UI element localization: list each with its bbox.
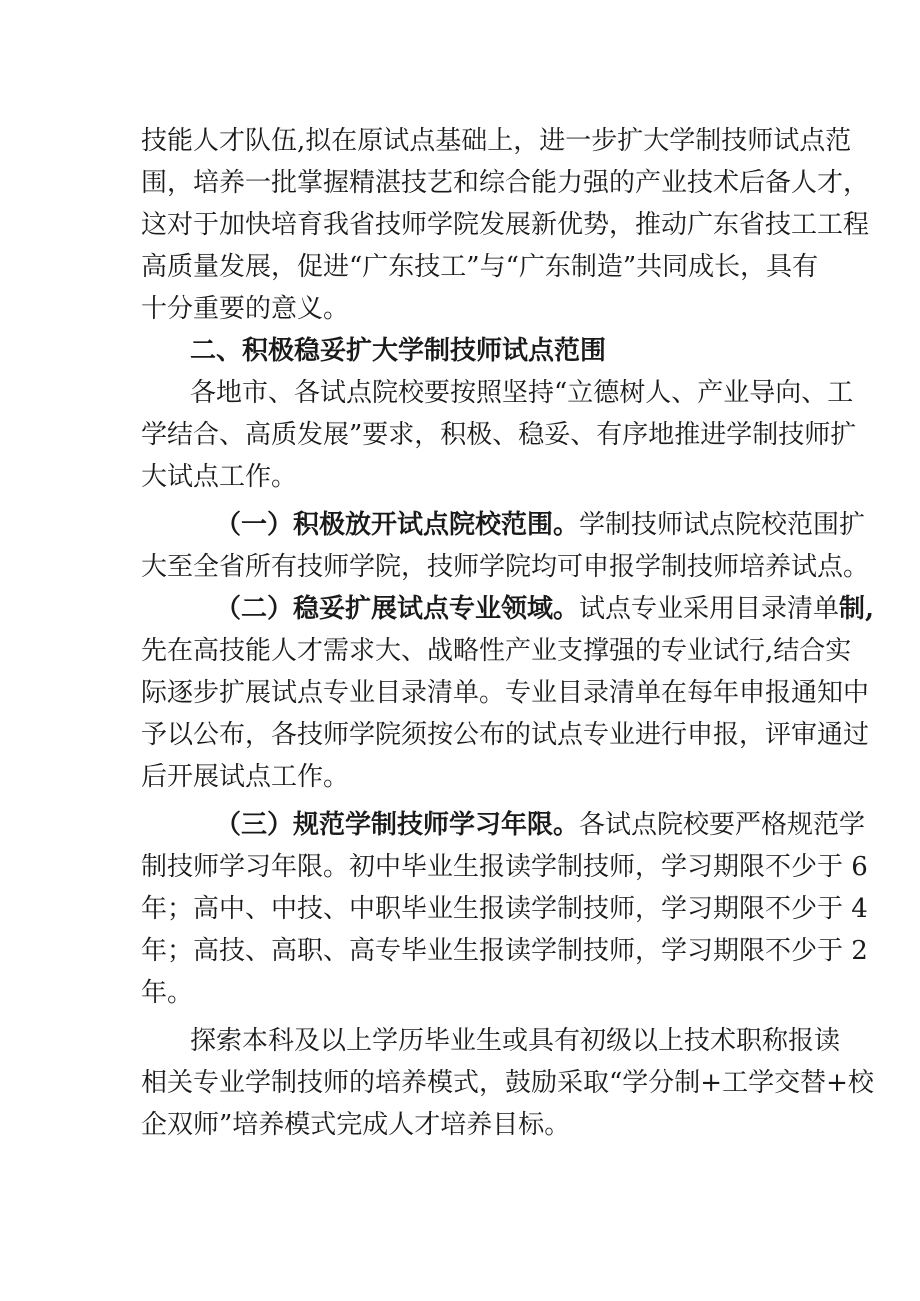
paragraph-line: 技能人才队伍,拟在原试点基础上，进一步扩大学制技师试点范 [141,126,852,156]
item-1-first-line [215,510,866,540]
item-2-text: 试点专业采用目录清单 [579,594,840,624]
paragraph-line: 企双师”培养模式完成人才培养目标。 [141,1110,571,1140]
paragraph-line: 学结合、高质发展”要求，积极、稳妥、有序地推进学制技师扩 [141,420,857,450]
paragraph-line: 制技师学习年限。初中毕业生报读学制技师，学习期限不少于 6 [141,852,868,882]
item-1-text: 学制技师试点院校范围扩 [579,510,866,540]
item-1-title: （一）积极放开试点院校范围。 [215,510,580,540]
paragraph-line: 际逐步扩展试点专业目录清单。专业目录清单在每年申报通知中 [141,678,870,708]
section-heading: 二、积极稳妥扩大学制技师试点范围 [190,336,607,366]
item-3-title: （三）规范学制技师学习年限。 [215,810,580,840]
paragraph-line: 予以公布，各技师学院须按公布的试点专业进行申报，评审通过 [141,720,870,750]
item-3-first-line [215,810,866,840]
paragraph-line: 年。 [141,978,194,1008]
paragraph-line: 年；高中、中技、中职毕业生报读学制技师，学习期限不少于 4 [141,894,868,924]
item-2-bold-tail: 制, [839,594,875,624]
item-2-first-line [215,594,875,624]
paragraph-line: 这对于加快培育我省技师学院发展新优势，推动广东省技工工程 [141,210,870,240]
paragraph-line: 年；高技、高职、高专毕业生报读学制技师，学习期限不少于 2 [141,936,868,966]
paragraph-line: 先在高技能人才需求大、战略性产业支撑强的专业试行,结合实 [141,636,852,666]
paragraph-line: 探索本科及以上学历毕业生或具有初级以上技术职称报读 [190,1026,841,1056]
paragraph-line: 相关专业学制技师的培养模式，鼓励采取“学分制+工学交替+校 [141,1068,874,1098]
paragraph-line: 大至全省所有技师学院，技师学院均可申报学制技师培养试点。 [141,552,870,582]
paragraph-line: 后开展试点工作。 [141,762,350,792]
item-2-title: （二）稳妥扩展试点专业领域。 [215,594,580,624]
item-3-text: 各试点院校要严格规范学 [579,810,866,840]
paragraph-line: 大试点工作。 [141,462,298,492]
paragraph-line: 高质量发展，促进“广东技工”与“广东制造”共同成长，具有 [141,252,819,282]
paragraph-line: 围，培养一批掌握精湛技艺和综合能力强的产业技术后备人才， [141,168,870,198]
paragraph-line: 各地市、各试点院校要按照坚持“立德树人、产业导向、工 [190,378,854,408]
paragraph-line: 十分重要的意义。 [141,294,350,324]
